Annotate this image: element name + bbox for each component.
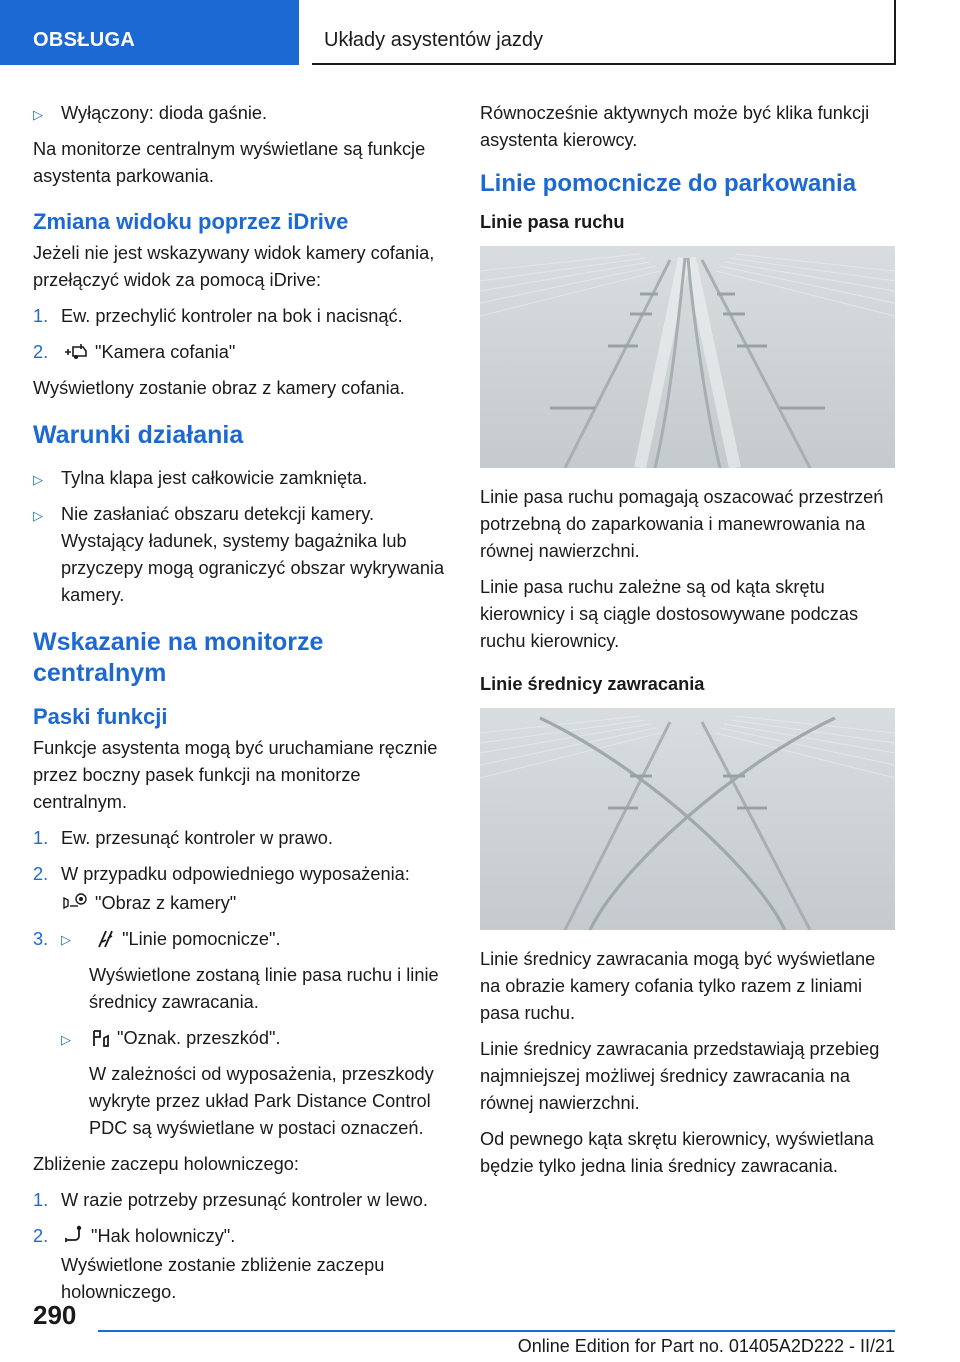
step-number: 1. <box>33 828 49 848</box>
turning-circle-lines-illustration <box>480 708 895 930</box>
camera-view-icon <box>63 892 89 912</box>
triangle-bullet-icon: ▷ <box>61 1032 71 1047</box>
list-item <box>33 861 450 888</box>
rear-camera-icon <box>63 343 89 361</box>
subsection-heading: Paski funkcji <box>33 704 168 729</box>
paragraph: Na monitorze centralnym wyświetlane są funkcje asystenta parkowania. <box>33 139 426 186</box>
paragraph: Funkcje asystenta mogą być uruchamiane ręcznie przez boczny pasek funkcji na monitorze centralnym. <box>33 738 438 812</box>
step-number: 1. <box>33 1190 49 1210</box>
subsection-heading: Linie pasa ruchu <box>480 212 625 232</box>
list-item-description: Wyświetlone zostanie zbliżenie zaczepu holowniczego. <box>61 1255 385 1302</box>
paragraph: Wyświetlony zostanie obraz z kamery cofania. <box>33 378 405 398</box>
list-item-text: Ew. przechylić kontroler na bok i nacisnąć. <box>61 306 403 326</box>
list-item-text: W razie potrzeby przesunąć kontroler w lewo. <box>61 1190 428 1210</box>
triangle-bullet-icon: ▷ <box>33 508 43 523</box>
list-item-text: Nie zasłaniać obszaru detekcji kamery. Wystający ładunek, systemy bagażnika lub przyczepy mogą ograniczyć obszar wykrywania kamery. <box>61 504 445 605</box>
list-item <box>61 1025 450 1052</box>
guide-lines-icon <box>96 928 116 948</box>
paragraph: Od pewnego kąta skrętu kierownicy, wyświetlana będzie tylko jedna linia średnicy zawracania. <box>480 1129 874 1176</box>
list-item <box>33 1187 450 1214</box>
list-item-text: "Oznak. przeszkód". <box>117 1028 281 1048</box>
list-item-text: "Hak holowniczy". <box>91 1226 236 1246</box>
left-column <box>33 100 450 1315</box>
paragraph: Jeżeli nie jest wskazywany widok kamery cofania, przełączyć widok za pomocą iDrive: <box>33 243 435 290</box>
triangle-bullet-icon: ▷ <box>33 107 43 122</box>
section-heading: Zmiana widoku poprzez iDrive <box>33 209 349 234</box>
list-item-description: W zależności od wyposażenia, przeszkody wykryte przez układ Park Distance Control PDC są wyświetlane w postaci oznaczeń. <box>89 1064 434 1138</box>
step-number: 2. <box>33 1226 49 1246</box>
triangle-bullet-icon: ▷ <box>61 932 71 947</box>
footer-divider <box>98 1330 895 1332</box>
paragraph: Linie średnicy zawracania przedstawiają przebieg najmniejszej możliwej średnicy zawracania na równej nawierzchni. <box>480 1039 880 1113</box>
section-heading: Linie pomocnicze do parkowania <box>480 170 857 197</box>
list-item-description: Wyświetlone zostaną linie pasa ruchu i linie średnicy zawracania. <box>89 965 439 1012</box>
list-item <box>33 825 450 852</box>
right-column <box>480 100 898 1189</box>
chapter-title: Układy asystentów jazdy <box>324 29 543 51</box>
list-item-text: Tylna klapa jest całkowicie zamknięta. <box>61 468 368 488</box>
subsection-heading: Linie średnicy zawracania <box>480 674 705 694</box>
list-item <box>33 926 450 953</box>
step-number: 2. <box>33 864 49 884</box>
list-item-sub <box>61 890 450 917</box>
paragraph: Równocześnie aktywnych może być klika funkcji asystenta kierowcy. <box>480 103 870 150</box>
step-number: 1. <box>33 306 49 326</box>
list-item <box>33 465 450 492</box>
section-title: OBSŁUGA <box>33 29 136 51</box>
list-item-text: "Kamera cofania" <box>95 342 236 362</box>
section-tab <box>0 0 299 65</box>
paragraph: Linie pasa ruchu zależne są od kąta skrętu kierownicy i są ciągle dostosowywane podczas ruchu kierownicy. <box>480 577 859 651</box>
list-item-text: "Linie pomocnicze". <box>122 929 281 949</box>
list-item-text: "Obraz z kamery" <box>95 893 237 913</box>
list-item <box>33 100 450 127</box>
list-item <box>33 501 450 609</box>
list-item-text: W przypadku odpowiedniego wyposażenia: <box>61 864 410 884</box>
list-item-text: Ew. przesunąć kontroler w prawo. <box>61 828 333 848</box>
paragraph: Linie pasa ruchu pomagają oszacować przestrzeń potrzebną do zaparkowania i manewrowania na równej nawierzchni. <box>480 487 884 561</box>
obstacle-marking-icon <box>91 1027 111 1047</box>
edition-note: Online Edition for Part no. 01405A2D222 - II/21 <box>517 1336 895 1356</box>
lane-lines-illustration <box>480 246 895 468</box>
list-item-text: Wyłączony: dioda gaśnie. <box>61 103 268 123</box>
paragraph: Zbliżenie zaczepu holowniczego: <box>33 1154 299 1174</box>
triangle-bullet-icon: ▷ <box>33 472 43 487</box>
step-number: 2. <box>33 342 49 362</box>
page-number: 290 <box>33 1300 77 1330</box>
tow-hitch-icon <box>63 1225 85 1245</box>
section-heading: Warunki działania <box>33 421 244 449</box>
chapter-header <box>312 0 896 65</box>
step-number: 3. <box>33 929 49 949</box>
section-heading: Wskazanie na monitorze centralnym <box>33 628 324 687</box>
list-item <box>33 339 450 366</box>
list-item <box>33 303 450 330</box>
paragraph: Linie średnicy zawracania mogą być wyświetlane na obrazie kamery cofania tylko razem z liniami pasa ruchu. <box>480 949 876 1023</box>
list-item <box>33 1223 450 1250</box>
